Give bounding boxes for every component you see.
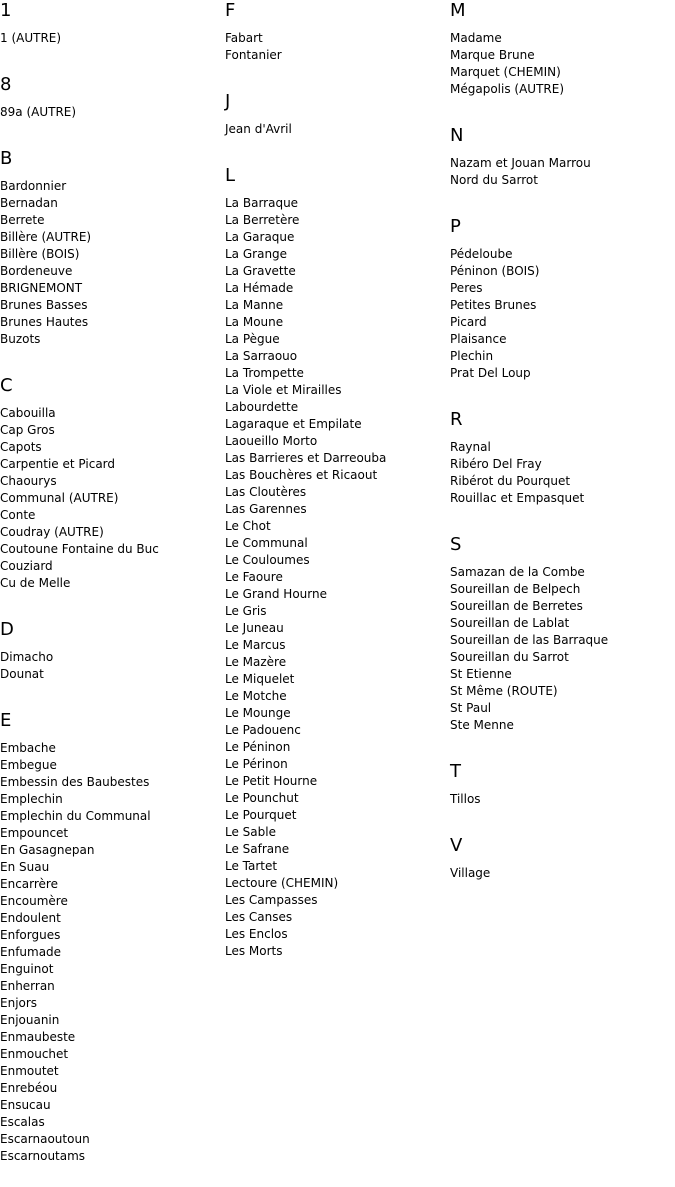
place-list [450, 865, 670, 882]
place-link[interactable]: La Hémade [225, 281, 294, 295]
letter-heading: 8 [0, 74, 12, 95]
letter-heading: D [0, 619, 14, 640]
place-link[interactable]: Endoulent [0, 911, 61, 925]
group-spacer [450, 507, 670, 534]
place-list [450, 246, 670, 382]
place-link[interactable]: Las Cloutères [225, 485, 307, 499]
place-link[interactable]: Encarrère [0, 877, 58, 891]
letter-heading: N [450, 125, 464, 146]
place-link[interactable]: Pédeloube [450, 247, 513, 261]
place-link[interactable]: Lagaraque et Empilate [225, 417, 362, 431]
place-link[interactable]: Les Canses [225, 910, 293, 924]
group-spacer [225, 138, 445, 165]
place-link[interactable]: Le Pourquet [225, 808, 297, 822]
place-link[interactable]: 1 (AUTRE) [0, 31, 62, 45]
place-link[interactable]: Laoueillo Morto [225, 434, 318, 448]
place-link[interactable]: Coutoune Fontaine du Buc [0, 542, 159, 556]
place-link[interactable]: Le Tartet [225, 859, 278, 873]
place-list [450, 439, 670, 507]
place-list [0, 30, 220, 47]
place-link[interactable]: Labourdette [225, 400, 299, 414]
place-list [0, 740, 220, 1165]
place-link[interactable]: Enfumade [0, 945, 62, 959]
place-list [225, 121, 445, 138]
place-link[interactable]: Le Chot [225, 519, 271, 533]
place-link[interactable]: Bordeneuve [0, 264, 73, 278]
place-link[interactable]: Samazan de la Combe [450, 565, 585, 579]
place-list [0, 405, 220, 592]
group-spacer [450, 382, 670, 409]
place-link[interactable]: Soureillan du Sarrot [450, 650, 569, 664]
letter-group [0, 710, 220, 1165]
place-link[interactable]: La Viole et Mirailles [225, 383, 342, 397]
letter-group [450, 216, 670, 382]
column-2 [225, 0, 445, 960]
place-link[interactable]: Le Faoure [225, 570, 283, 584]
letter-heading: M [450, 0, 466, 21]
place-link[interactable]: Encoumère [0, 894, 68, 908]
place-link[interactable]: Enforgues [0, 928, 61, 942]
place-list [450, 30, 670, 98]
place-link[interactable]: Les Enclos [225, 927, 288, 941]
place-link[interactable]: Lectoure (CHEMIN) [225, 876, 339, 890]
letter-group [0, 148, 220, 348]
place-link[interactable]: La Barraque [225, 196, 299, 210]
letter-heading: R [450, 409, 463, 430]
place-link[interactable]: Jean d'Avril [225, 122, 292, 136]
place-list [225, 30, 445, 64]
place-link[interactable]: Le Miquelet [225, 672, 295, 686]
place-link[interactable]: La Garaque [225, 230, 295, 244]
place-link[interactable]: Mégapolis (AUTRE) [450, 82, 565, 96]
place-link[interactable]: St Même (ROUTE) [450, 684, 558, 698]
place-link[interactable]: BRIGNEMONT [0, 281, 83, 295]
place-link[interactable]: Picard [450, 315, 487, 329]
place-list [0, 649, 220, 683]
place-link[interactable]: Brunes Hautes [0, 315, 89, 329]
letter-group [225, 0, 445, 64]
place-link[interactable]: Soureillan de Berretes [450, 599, 583, 613]
place-link[interactable]: Le Péninon [225, 740, 291, 754]
place-list [450, 155, 670, 189]
place-link[interactable]: Billère (AUTRE) [0, 230, 92, 244]
place-link[interactable]: Emplechin [0, 792, 63, 806]
place-link[interactable]: Bardonnier [0, 179, 67, 193]
place-link[interactable]: Escarnaoutoun [0, 1132, 90, 1146]
place-link[interactable]: Cabouilla [0, 406, 56, 420]
place-link[interactable]: Enjors [0, 996, 38, 1010]
group-spacer [450, 189, 670, 216]
place-link[interactable]: Ste Menne [450, 718, 514, 732]
place-list [450, 791, 670, 808]
place-list [225, 195, 445, 960]
place-link[interactable]: Soureillan de las Barraque [450, 633, 609, 647]
letter-heading: S [450, 534, 462, 555]
place-link[interactable]: Village [450, 866, 491, 880]
group-spacer [450, 734, 670, 761]
place-link[interactable]: Le Petit Hourne [225, 774, 318, 788]
place-link[interactable]: 89a (AUTRE) [0, 105, 77, 119]
place-link[interactable]: Empouncet [0, 826, 69, 840]
place-link[interactable]: Capots [0, 440, 42, 454]
letter-heading: V [450, 835, 463, 856]
place-link[interactable]: Bernadan [0, 196, 58, 210]
place-link[interactable]: Le Mazère [225, 655, 287, 669]
place-link[interactable]: Peres [450, 281, 483, 295]
place-link[interactable]: Las Barrieres et Darreouba [225, 451, 387, 465]
place-link[interactable]: Enmaubeste [0, 1030, 76, 1044]
place-link[interactable]: Embegue [0, 758, 57, 772]
place-link[interactable]: Petites Brunes [450, 298, 537, 312]
place-link[interactable]: Le Sable [225, 825, 276, 839]
letter-heading: L [225, 165, 236, 186]
place-link[interactable]: Le Périnon [225, 757, 288, 771]
place-link[interactable]: Madame [450, 31, 502, 45]
place-link[interactable]: Soureillan de Lablat [450, 616, 570, 630]
place-link[interactable]: Escarnoutams [0, 1149, 86, 1163]
place-link[interactable]: Coudray (AUTRE) [0, 525, 104, 539]
place-link[interactable]: La Moune [225, 315, 284, 329]
place-link[interactable]: Embessin des Baubestes [0, 775, 150, 789]
place-link[interactable]: Embache [0, 741, 56, 755]
group-spacer [0, 592, 220, 619]
place-link[interactable]: Cu de Melle [0, 576, 71, 590]
place-link[interactable]: Les Morts [225, 944, 283, 958]
place-link[interactable]: Carpentie et Picard [0, 457, 116, 471]
place-link[interactable]: St Etienne [450, 667, 512, 681]
place-link[interactable]: Le Mounge [225, 706, 291, 720]
place-link[interactable]: Las Bouchères et Ricaout [225, 468, 378, 482]
place-link[interactable]: En Gasagnepan [0, 843, 95, 857]
place-link[interactable]: Plechin [450, 349, 494, 363]
place-link[interactable]: Ribéro Del Fray [450, 457, 542, 471]
letter-heading: P [450, 216, 461, 237]
place-list [0, 178, 220, 348]
group-spacer [0, 121, 220, 148]
place-link[interactable]: Prat Del Loup [450, 366, 531, 380]
place-link[interactable]: Le Marcus [225, 638, 286, 652]
letter-heading: T [450, 761, 461, 782]
column-3 [450, 0, 670, 882]
place-link[interactable]: Dimacho [0, 650, 54, 664]
place-link[interactable]: Ribérot du Pourquet [450, 474, 571, 488]
group-spacer [0, 683, 220, 710]
place-link[interactable]: St Paul [450, 701, 492, 715]
letter-heading: 1 [0, 0, 12, 21]
place-link[interactable]: Le Padouenc [225, 723, 301, 737]
group-spacer [450, 808, 670, 835]
place-list [0, 104, 220, 121]
place-link[interactable]: Plaisance [450, 332, 507, 346]
place-link[interactable]: Enrebéou [0, 1081, 58, 1095]
letter-group [450, 835, 670, 882]
place-link[interactable]: Raynal [450, 440, 491, 454]
letter-group [450, 409, 670, 507]
place-link[interactable]: Berrete [0, 213, 45, 227]
place-link[interactable]: Le Motche [225, 689, 287, 703]
place-link[interactable]: La Sarraouo [225, 349, 298, 363]
letter-group [0, 375, 220, 592]
place-link[interactable]: Enjouanin [0, 1013, 60, 1027]
place-link[interactable]: Conte [0, 508, 36, 522]
place-link[interactable]: Billère (BOIS) [0, 247, 80, 261]
place-link[interactable]: Le Safrane [225, 842, 290, 856]
place-link[interactable]: La Trompette [225, 366, 304, 380]
letter-group [450, 0, 670, 98]
place-link[interactable]: Le Grand Hourne [225, 587, 327, 601]
letter-heading: B [0, 148, 13, 169]
group-spacer [0, 348, 220, 375]
place-link[interactable]: Tillos [450, 792, 481, 806]
column-1 [0, 0, 220, 1165]
letter-heading: C [0, 375, 13, 396]
place-link[interactable]: Le Couloumes [225, 553, 310, 567]
place-link[interactable]: La Berretère [225, 213, 300, 227]
letter-group [450, 125, 670, 189]
group-spacer [0, 47, 220, 74]
place-link[interactable]: Enmoutet [0, 1064, 59, 1078]
place-link[interactable]: Emplechin du Communal [0, 809, 151, 823]
place-link[interactable]: Nazam et Jouan Marrou [450, 156, 591, 170]
place-link[interactable]: Ensucau [0, 1098, 51, 1112]
place-link[interactable]: Marquet (CHEMIN) [450, 65, 561, 79]
place-link[interactable]: La Manne [225, 298, 284, 312]
place-link[interactable]: Fabart [225, 31, 263, 45]
group-spacer [450, 98, 670, 125]
place-link[interactable]: Brunes Basses [0, 298, 88, 312]
letter-group [225, 165, 445, 960]
letter-group [450, 534, 670, 734]
place-link[interactable]: Communal (AUTRE) [0, 491, 119, 505]
letter-group [225, 91, 445, 138]
place-link[interactable]: Le Gris [225, 604, 267, 618]
letter-heading: J [225, 91, 231, 112]
place-link[interactable]: Enherran [0, 979, 55, 993]
place-link[interactable]: Buzots [0, 332, 41, 346]
place-link[interactable]: Le Communal [225, 536, 308, 550]
place-link[interactable]: En Suau [0, 860, 50, 874]
place-link[interactable]: Enmouchet [0, 1047, 69, 1061]
place-link[interactable]: Escalas [0, 1115, 45, 1129]
place-link[interactable]: Nord du Sarrot [450, 173, 538, 187]
place-link[interactable]: Les Campasses [225, 893, 318, 907]
place-link[interactable]: La Grange [225, 247, 288, 261]
place-link[interactable]: La Pègue [225, 332, 280, 346]
place-link[interactable]: Rouillac et Empasquet [450, 491, 585, 505]
place-link[interactable]: Le Juneau [225, 621, 284, 635]
letter-group [0, 74, 220, 121]
place-link[interactable]: Fontanier [225, 48, 282, 62]
place-link[interactable]: Le Pounchut [225, 791, 299, 805]
place-link[interactable]: Marque Brune [450, 48, 535, 62]
letter-heading: F [225, 0, 236, 21]
place-link[interactable]: Couziard [0, 559, 53, 573]
place-link[interactable]: Péninon (BOIS) [450, 264, 540, 278]
group-spacer [225, 64, 445, 91]
place-link[interactable]: Soureillan de Belpech [450, 582, 581, 596]
place-list [450, 564, 670, 734]
letter-heading: E [0, 710, 12, 731]
place-link[interactable]: Las Garennes [225, 502, 307, 516]
place-link[interactable]: Chaourys [0, 474, 57, 488]
place-link[interactable]: La Gravette [225, 264, 296, 278]
place-link[interactable]: Cap Gros [0, 423, 55, 437]
place-link[interactable]: Dounat [0, 667, 44, 681]
letter-group [0, 0, 220, 47]
letter-group [0, 619, 220, 683]
place-link[interactable]: Enguinot [0, 962, 54, 976]
letter-group [450, 761, 670, 808]
